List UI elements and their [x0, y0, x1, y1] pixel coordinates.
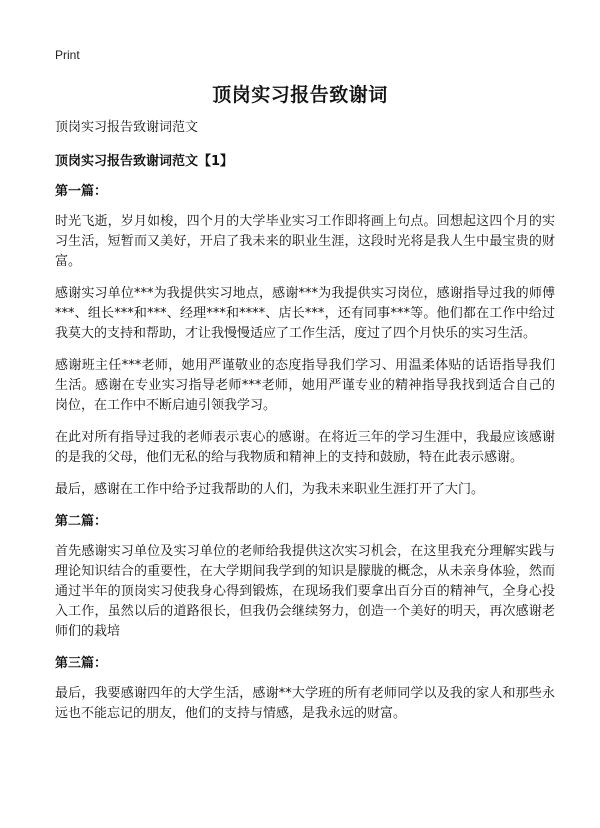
paragraph: 感谢实习单位***为我提供实习地点，感谢***为我提供实习岗位，感谢指导过我的师傅***、组长***和***、经理***和****、店长***，还有同事***等。他们都在工作中给过我莫大的支持和帮助，才让我慢慢适应了工作生活，度过了四个月快乐的实习生活。 — [55, 286, 555, 341]
paragraph: 感谢班主任***老师，她用严谨敬业的态度指导我们学习、用温柔体贴的话语指导我们生活。感谢在专业实习指导老师***老师，她用严谨专业的精神指导我找到适合自己的岗位，在工作中不断启迪引领我学习。 — [55, 358, 555, 413]
paragraph: 最后，感谢在工作中给予过我帮助的人们，为我未来职业生涯打开了大门。 — [55, 482, 485, 497]
section-label: 顶岗实习报告致谢词范文【1】 — [55, 154, 234, 169]
chapter-heading: 第二篇： — [55, 514, 108, 529]
paragraph: 首先感谢实习单位及实习单位的老师给我提供这次实习机会，在这里我充分理解实践与理论知识结合的重要性，在大学期间我学到的知识是朦胧的概念，从未亲身体验，然而通过半年的顶岗实习使我身心得到锻炼，在现场我们要拿出百分百的精神气，全身心投入工作，虽然以后的道路很长，但我仍会继续努力，创造一个美好的明天，再次感谢老师们的栽培 — [55, 544, 555, 639]
document-subtitle: 顶岗实习报告致谢词范文 — [55, 120, 199, 135]
chapter-1 — [55, 182, 555, 500]
document-body — [55, 118, 555, 736]
chapter-3 — [55, 654, 555, 724]
chapter-heading: 第一篇： — [55, 184, 108, 199]
paragraph: 最后，我要感谢四年的大学生活，感谢**大学班的所有老师同学以及我的家人和那些永远也不能忘记的朋友，他们的支持与情感，是我永远的财富。 — [55, 686, 555, 721]
paragraph: 在此对所有指导过我的老师表示衷心的感谢。在将近三年的学习生涯中，我最应该感谢的是我的父母，他们无私的给与我物质和精神上的支持和鼓励，特在此表示感谢。 — [55, 430, 555, 465]
page-title: 顶岗实习报告致谢词 — [212, 84, 388, 106]
chapter-2 — [55, 512, 555, 642]
paragraph: 时光飞逝，岁月如梭，四个月的大学毕业实习工作即将画上句点。回想起这四个月的实习生活，短暂而又美好，开启了我未来的职业生涯，这段时光将是我人生中最宝贵的财富。 — [55, 214, 555, 269]
print-link[interactable]: Print — [55, 48, 80, 62]
chapter-heading: 第三篇： — [55, 656, 108, 671]
